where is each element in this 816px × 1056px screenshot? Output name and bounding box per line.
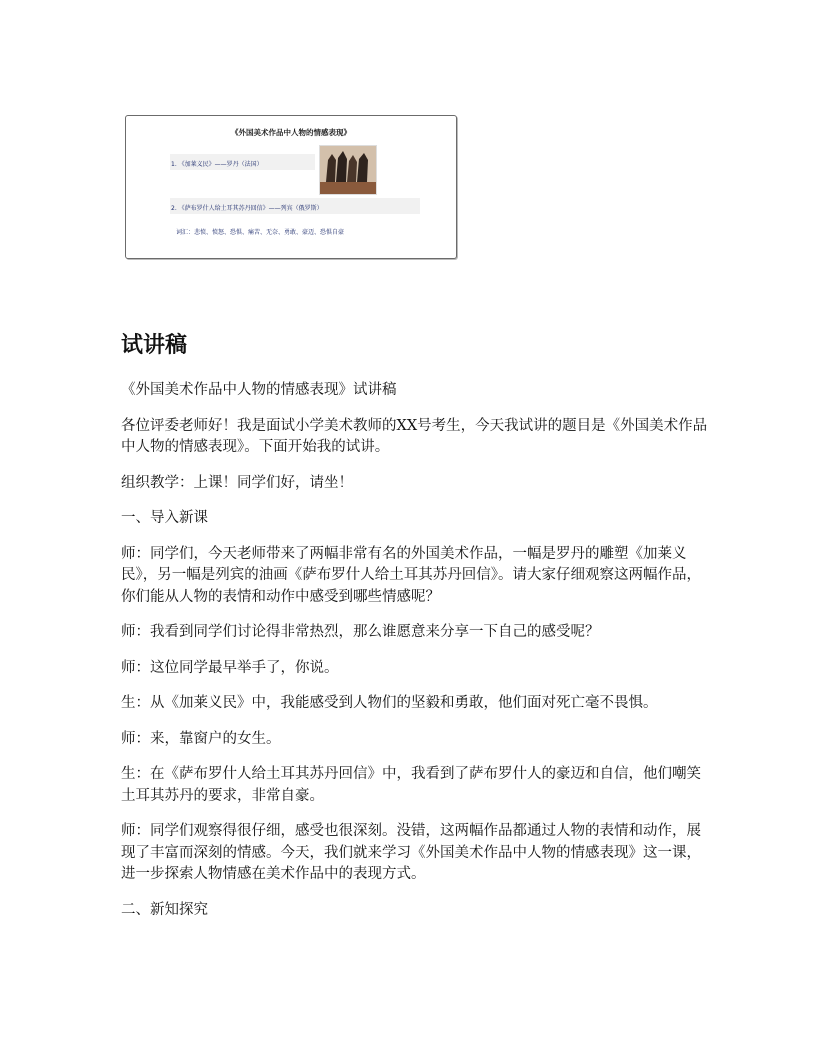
paragraph: 师：同学们观察得很仔细，感受也很深刻。没错，这两幅作品都通过人物的表情和动作，展现了丰富而深刻的情感。今天，我们就来学习《外国美术作品中人物的情感表现》这一课，进一步探索人物情感在美术作品中的表现方式。 <box>121 823 701 882</box>
slide-thumbnail <box>125 115 457 259</box>
slide-title: 《外国美术作品中人物的情感表现》 <box>231 128 351 137</box>
paragraph: 组织教学：上课！同学们好，请坐！ <box>121 474 353 491</box>
paragraph: 生：从《加莱义民》中，我能感受到人物们的坚毅和勇敢，他们面对死亡毫不畏惧。 <box>121 695 658 711</box>
paragraph: 生：在《萨布罗什人给土耳其苏丹回信》中，我看到了萨布罗什人的豪迈和自信，他们嘲笑土耳其苏丹的要求，非常自豪。 <box>121 766 701 804</box>
slide-item-2: 2. 《萨布罗什人给土耳其苏丹回信》——列宾（俄罗斯） <box>171 205 323 212</box>
slide-vocab: 词汇：悲愤、愤怒、恐惧、痛苦、无奈、勇敢、豪迈、恐惧自豪 <box>176 229 345 236</box>
paragraph: 《外国美术作品中人物的情感表现》试讲稿 <box>121 382 397 398</box>
document-body <box>121 380 711 935</box>
paragraph: 师：同学们，今天老师带来了两幅非常有名的外国美术作品，一幅是罗丹的雕塑《加莱义民》，另一幅是列宾的油画《萨布罗什人给土耳其苏丹回信》。请大家仔细观察这两幅作品，你们能从人物的表情和动作中感受到哪些情感呢？ <box>121 545 701 605</box>
section-heading: 二、新知探究 <box>121 901 208 918</box>
section-heading: 一、导入新课 <box>121 510 208 526</box>
paragraph: 师：这位同学最早举手了，你说。 <box>121 659 339 676</box>
page-title: 试讲稿 <box>121 332 188 358</box>
paragraph: 师：我看到同学们讨论得非常热烈，那么谁愿意来分享一下自己的感受呢？ <box>121 624 600 640</box>
sculpture-image <box>319 145 377 195</box>
slide-item-1: 1. 《加莱义民》——罗丹（法国） <box>171 161 263 168</box>
paragraph: 师：来，靠窗户的女生。 <box>121 730 281 747</box>
paragraph: 各位评委老师好！我是面试小学美术教师的XX号考生，今天我试讲的题目是《外国美术作品中人物的情感表现》。下面开始我的试讲。 <box>121 417 708 455</box>
